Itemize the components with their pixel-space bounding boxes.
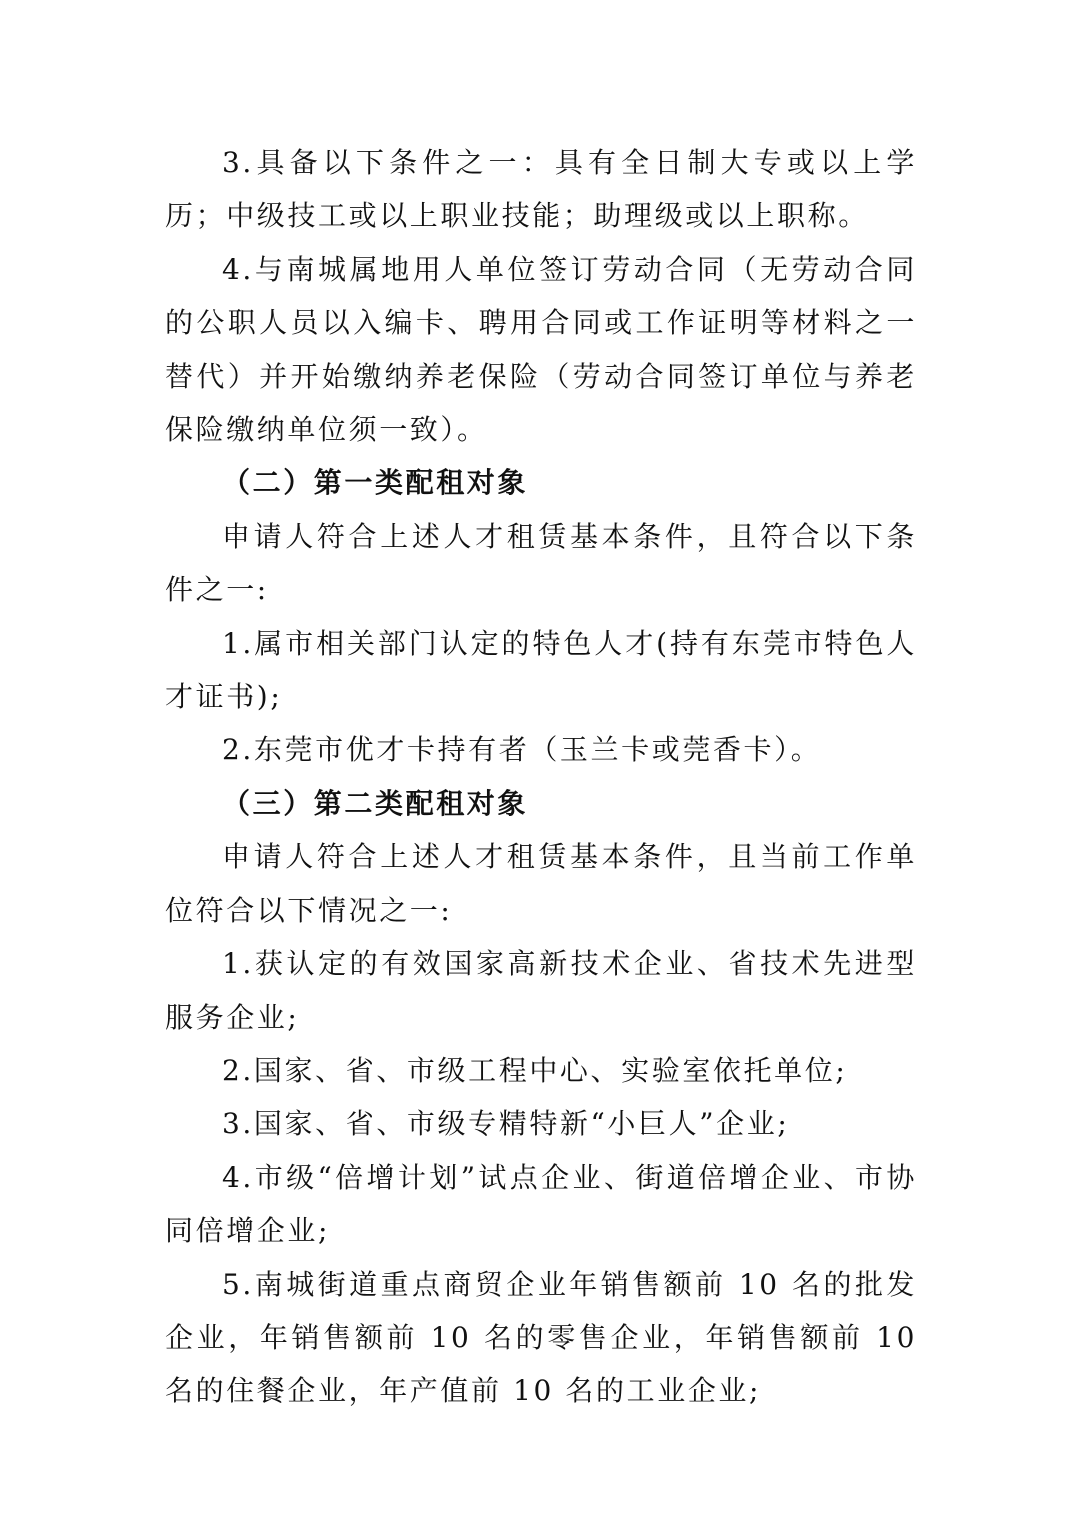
paragraph-condition-4: 4.与南城属地用人单位签订劳动合同（无劳动合同的公职人员以入编卡、聘用合同或工作证明等材料之一替代）并开始缴纳养老保险（劳动合同签订单位与养老保险缴纳单位须一致）。	[165, 252, 917, 447]
section-heading-category-1: （二）第一类配租对象	[222, 466, 529, 500]
paragraph-category-2-item-4: 4.市级“倍增计划”试点企业、街道倍增企业、市协同倍增企业;	[165, 1160, 917, 1248]
paragraph-category-2-item-5: 5.南城街道重点商贸企业年销售额前 10 名的批发企业，年销售额前 10 名的零售企业，年销售额前 10 名的住餐企业，年产值前 10 名的工业企业;	[165, 1267, 917, 1408]
document-body	[165, 136, 917, 1418]
paragraph-category-2-item-3: 3.国家、省、市级专精特新“小巨人”企业;	[222, 1107, 790, 1141]
paragraph-category-1-intro: 申请人符合上述人才租赁基本条件，且符合以下条件之一:	[165, 519, 917, 607]
paragraph-category-2-item-1: 1.获认定的有效国家高新技术企业、省技术先进型服务企业;	[165, 947, 917, 1034]
paragraph-condition-3: 3.具备以下条件之一：具有全日制大专或以上学历；中级技工或以上职业技能；助理级或以上职称。	[165, 146, 917, 233]
paragraph-category-2-item-2: 2.国家、省、市级工程中心、实验室依托单位;	[222, 1053, 848, 1087]
section-heading-category-2: （三）第二类配租对象	[222, 786, 529, 820]
paragraph-category-1-item-2: 2.东莞市优才卡持有者（玉兰卡或莞香卡）。	[222, 733, 822, 767]
paragraph-category-1-item-1: 1.属市相关部门认定的特色人才(持有东莞市特色人才证书);	[165, 626, 917, 714]
paragraph-category-2-intro: 申请人符合上述人才租赁基本条件，且当前工作单位符合以下情况之一:	[165, 840, 917, 927]
